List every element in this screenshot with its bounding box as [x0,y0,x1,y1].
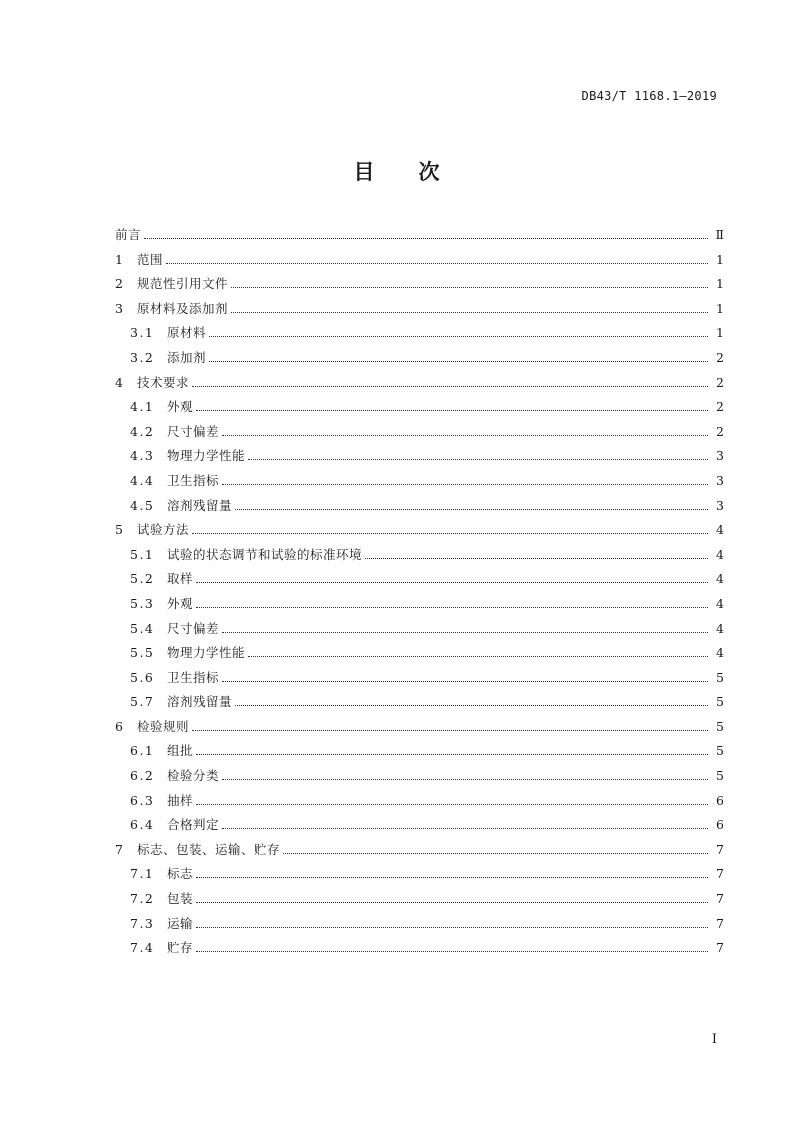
dot-leader [192,385,708,387]
dot-leader [196,876,708,878]
toc-entry-page: 1 [716,251,724,267]
toc-entry-label: 溶剂残留量 [167,497,233,513]
toc-entry-page: Ⅱ [715,227,724,242]
toc-entry-label: 抽样 [167,792,194,808]
dot-leader [196,803,708,805]
toc-entry-page: 4 [716,645,724,661]
dot-leader [222,631,708,633]
toc-entry-label: 标志 [167,866,194,882]
toc-entry-page: 7 [716,866,724,882]
toc-entry-number: 7 [115,841,125,857]
dot-leader [222,680,708,682]
toc-entry-number: 7.1 [130,866,155,882]
toc-entry[interactable] [115,741,724,766]
dot-leader [196,753,708,755]
toc-entry[interactable] [115,446,724,471]
toc-entry-label: 检验分类 [167,768,220,784]
toc-entry-page: 4 [716,522,724,538]
toc-entry[interactable] [115,889,724,914]
toc-entry-page: 4 [716,595,724,611]
toc-entry-label: 外观 [167,595,194,611]
toc-entry[interactable] [115,373,724,398]
toc-entry[interactable] [115,569,724,594]
toc-entry-number: 4.3 [130,448,155,464]
toc-entry-label: 贮存 [167,940,194,956]
toc-entry-label: 尺寸偏差 [167,620,220,636]
toc-entry[interactable] [115,766,724,791]
toc-entry-number: 6 [115,718,125,734]
toc-entry-page: 5 [716,743,724,759]
toc-entry-page: 4 [716,571,724,587]
toc-entry-page: 3 [716,497,724,513]
toc-entry[interactable] [115,717,724,742]
toc-entry-number: 5.5 [130,645,155,661]
dot-leader [231,311,708,313]
toc-entry-number: 2 [115,276,125,292]
toc-title [0,156,793,186]
toc-entry-number: 1 [115,251,125,267]
toc-entry-page: 3 [716,448,724,464]
toc-entry-label: 运输 [167,915,194,931]
toc-entry[interactable] [115,594,724,619]
toc-entry[interactable] [115,643,724,668]
dot-leader [196,950,708,952]
dot-leader [196,606,708,608]
toc-entry[interactable] [115,397,724,422]
toc-entry[interactable] [115,348,724,373]
dot-leader [166,262,708,264]
toc-entry-number: 5 [115,522,125,538]
toc-entry-label: 卫生指标 [167,472,220,488]
toc-entry-label: 技术要求 [137,374,190,390]
dot-leader [222,434,708,436]
toc-entry-page: 2 [716,374,724,390]
toc-entry[interactable] [115,422,724,447]
toc-entry-page: 5 [716,669,724,685]
toc-entry-label: 规范性引用文件 [137,276,229,292]
toc-entry-number: 6.2 [130,768,155,784]
toc-entry[interactable] [115,545,724,570]
toc-entry-page: 2 [716,349,724,365]
toc-entry-number: 5.7 [130,694,155,710]
toc-entry[interactable] [115,274,724,299]
toc-entry-page: 3 [716,472,724,488]
dot-leader [235,704,708,706]
toc-title-char-2: 次 [418,160,440,184]
toc-entry-label: 包装 [167,891,194,907]
toc-entry-number: 6.3 [130,792,155,808]
toc-entry-label: 组批 [167,743,194,759]
toc-entry-label: 外观 [167,399,194,415]
toc-entry-label: 试验的状态调节和试验的标准环境 [167,546,363,562]
toc-entry[interactable] [115,938,724,963]
toc-entry-number: 5.4 [130,620,155,636]
toc-entry-label: 合格判定 [167,817,220,833]
toc-entry-number: 7.4 [130,940,155,956]
toc-entry-number: 5.6 [130,669,155,685]
dot-leader [144,237,708,239]
toc-entry-label: 检验规则 [137,718,190,734]
toc-entry-number: 4.2 [130,423,155,439]
toc-title-char-1: 目 [353,160,375,184]
toc-entry-page: 4 [716,546,724,562]
dot-leader [209,360,708,362]
toc-entry-number: 3.2 [130,349,155,365]
toc-entry[interactable] [115,323,724,348]
toc-entry-page: 7 [716,891,724,907]
toc-entry-label: 原材料及添加剂 [137,300,229,316]
toc-entry[interactable] [115,692,724,717]
toc-entry[interactable] [115,815,724,840]
toc-entry-label: 取样 [167,571,194,587]
toc-entry-page: 7 [716,841,724,857]
dot-leader [222,778,708,780]
toc-entry-page: 7 [716,940,724,956]
toc-entry-page: 7 [716,915,724,931]
dot-leader [248,458,708,460]
toc-entry-page: 5 [716,694,724,710]
dot-leader [196,409,708,411]
dot-leader [231,286,708,288]
toc-entry-number: 7.3 [130,915,155,931]
toc-entry[interactable] [115,225,724,250]
toc-entry-page: 6 [716,817,724,833]
dot-leader [196,901,708,903]
toc-entry-page: 2 [716,423,724,439]
toc-entry-label: 卫生指标 [167,669,220,685]
toc-entry-label: 溶剂残留量 [167,694,233,710]
dot-leader [192,729,708,731]
toc-entry-number: 7.2 [130,891,155,907]
toc-entry-page: 2 [716,399,724,415]
toc-entry-label: 添加剂 [167,349,207,365]
dot-leader [365,557,708,559]
toc-entry-page: 1 [716,300,724,316]
toc-entry-label: 物理力学性能 [167,645,246,661]
toc-entry-label: 前言 [115,227,142,242]
dot-leader [192,532,708,534]
toc-entry-page: 1 [716,276,724,292]
toc-entry-number: 4 [115,374,125,390]
toc-entry[interactable] [115,299,724,324]
toc-entry[interactable] [115,840,724,865]
toc-entry-page: 4 [716,620,724,636]
toc-entry-label: 尺寸偏差 [167,423,220,439]
toc-entry[interactable] [115,471,724,496]
toc-entry[interactable] [115,864,724,889]
toc-entry[interactable] [115,496,724,521]
toc-entry-label: 物理力学性能 [167,448,246,464]
toc-entry[interactable] [115,619,724,644]
toc-entry[interactable] [115,520,724,545]
toc-entry-number: 6.4 [130,817,155,833]
toc-entry[interactable] [115,668,724,693]
dot-leader [222,827,708,829]
toc-entry-number: 4.4 [130,472,155,488]
toc-entry[interactable] [115,791,724,816]
toc-entry-number: 5.3 [130,595,155,611]
table-of-contents [115,225,724,963]
dot-leader [235,508,708,510]
toc-entry-number: 5.2 [130,571,155,587]
toc-entry-page: 6 [716,792,724,808]
toc-entry-label: 试验方法 [137,522,190,538]
dot-leader [283,852,708,854]
dot-leader [209,335,708,337]
toc-entry-number: 5.1 [130,546,155,562]
page-number: I [711,1032,717,1047]
toc-entry-label: 标志、包装、运输、贮存 [137,841,281,857]
dot-leader [196,926,708,928]
dot-leader [222,483,708,485]
dot-leader [196,581,708,583]
toc-entry-page: 5 [716,718,724,734]
toc-entry-label: 范围 [137,251,164,267]
toc-entry-number: 3.1 [130,325,155,341]
toc-entry-number: 3 [115,300,125,316]
toc-entry[interactable] [115,914,724,939]
dot-leader [248,655,708,657]
standard-code: DB43/T 1168.1—2019 [581,89,717,103]
toc-entry-label: 原材料 [167,325,207,341]
toc-entry-page: 1 [716,325,724,341]
toc-entry-number: 4.1 [130,399,155,415]
toc-entry-page: 5 [716,768,724,784]
toc-entry-number: 6.1 [130,743,155,759]
toc-entry[interactable] [115,250,724,275]
toc-entry-number: 4.5 [130,497,155,513]
